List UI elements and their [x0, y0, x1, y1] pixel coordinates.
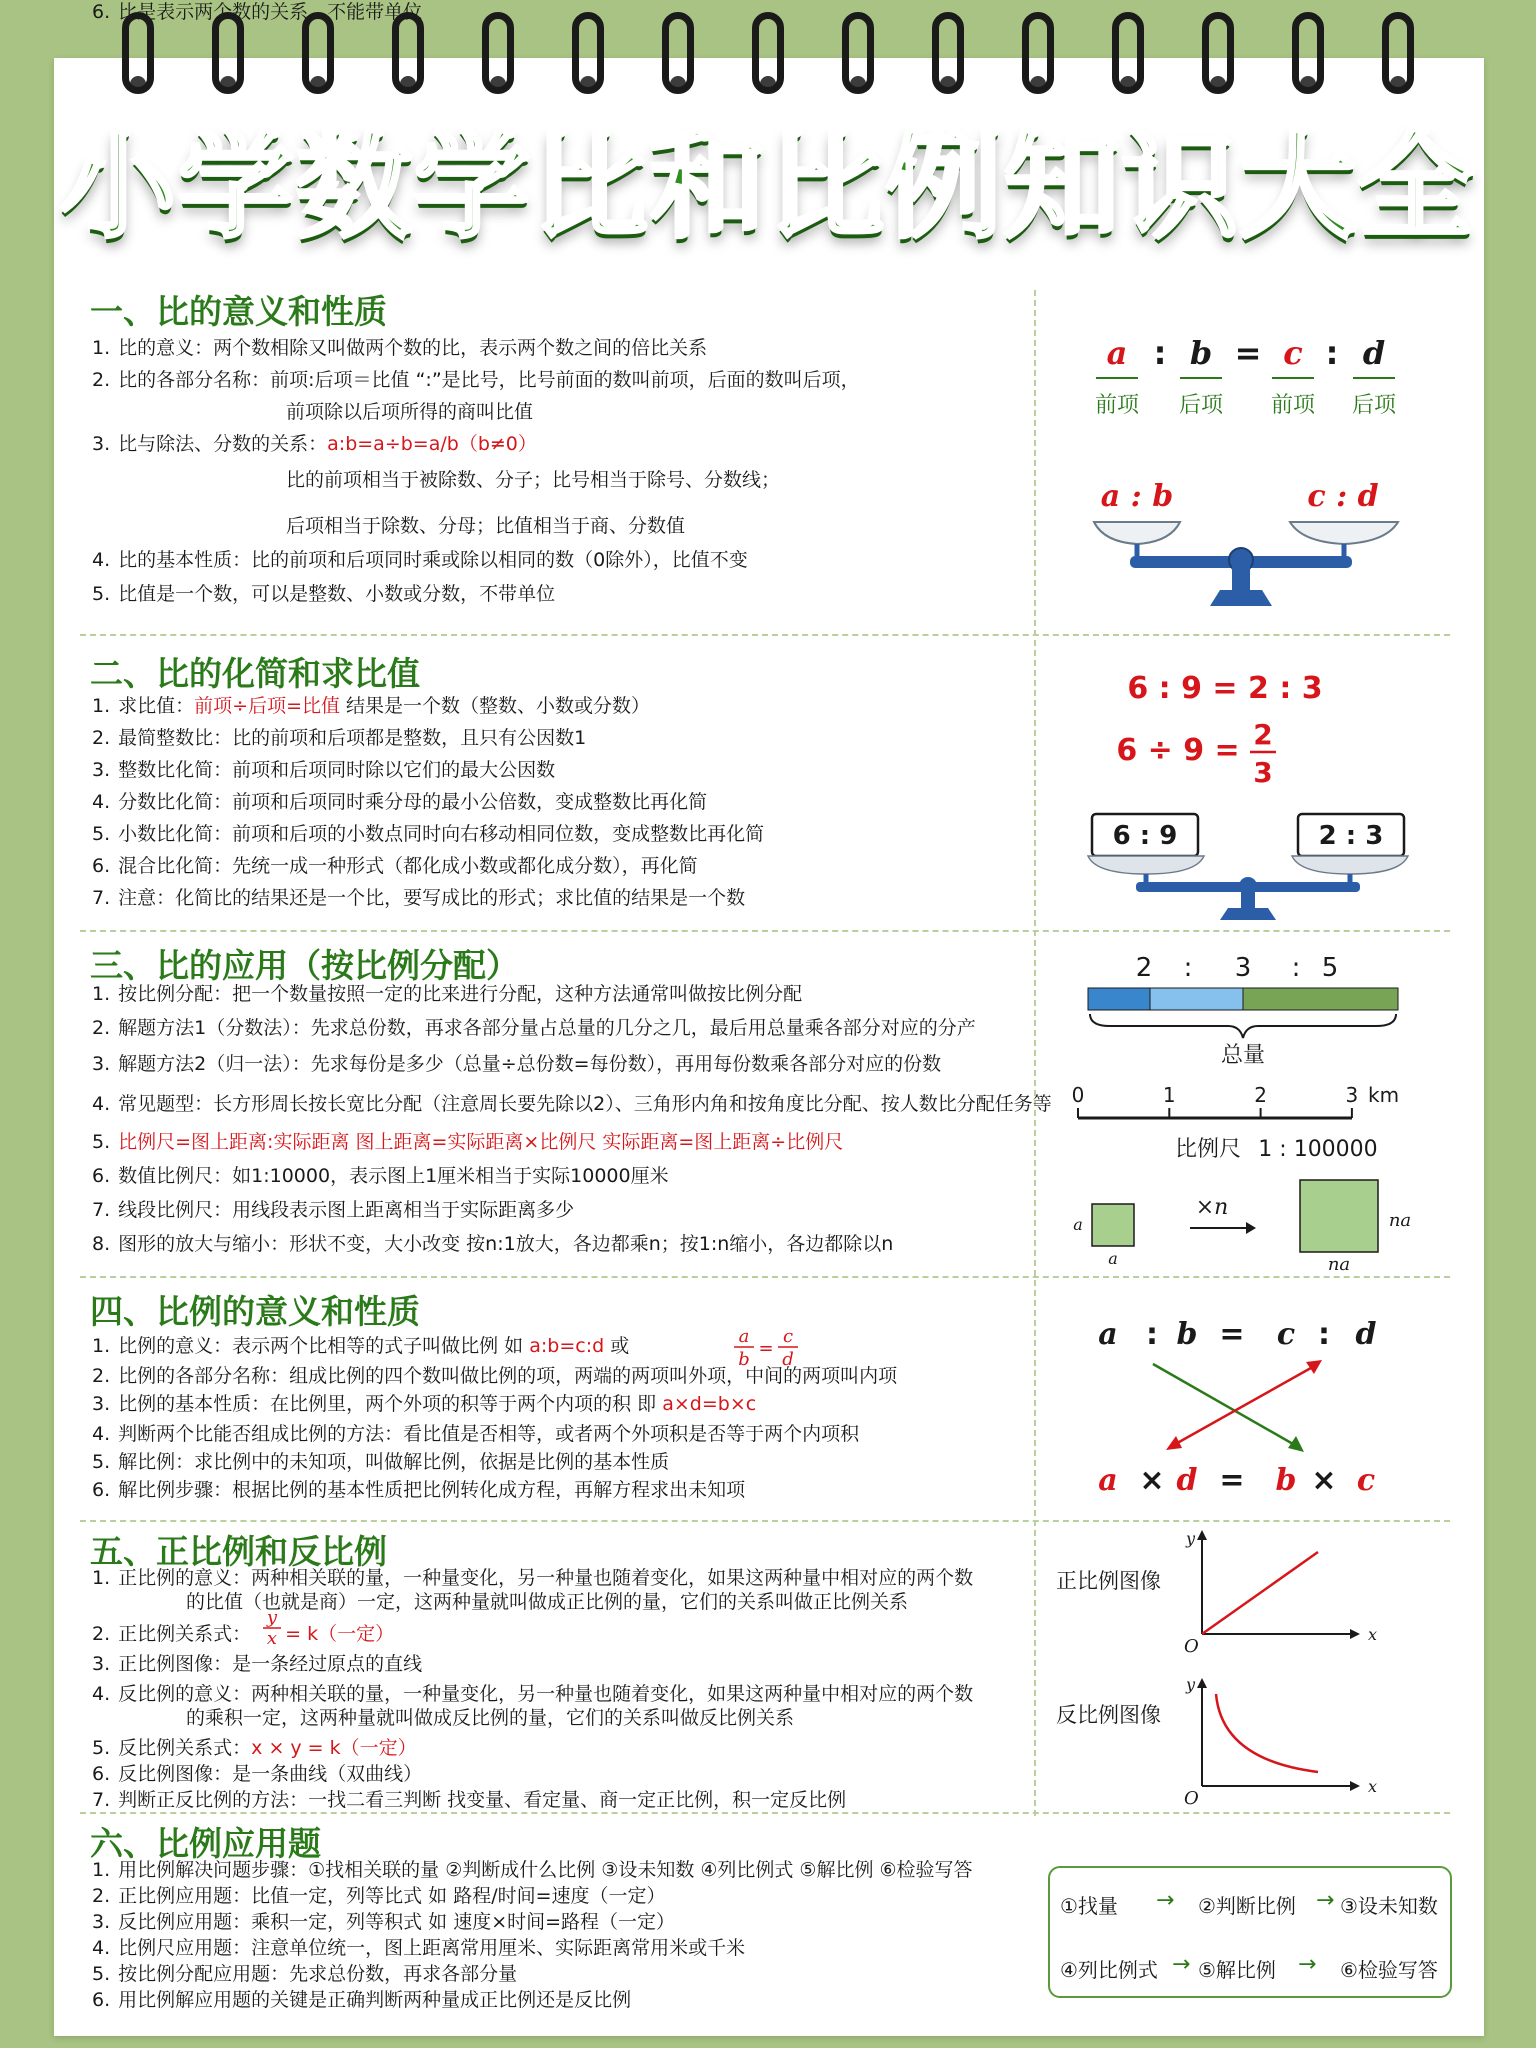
item-number: 1. — [92, 1335, 111, 1357]
item-number: 4. — [92, 1093, 111, 1115]
item-text: 判断两个比能否组成比例的方法：看比值是否相等，或者两个外项积是否等于两个内项积 — [118, 1423, 860, 1445]
item-text: 比的基本性质：比的前项和后项同时乘或除以相同的数（0除外），比值不变 — [118, 549, 748, 571]
figure-simplify-ratio — [1080, 660, 1420, 930]
list-item — [92, 1566, 973, 1590]
axis-x: x — [1368, 1777, 1378, 1796]
times-n: ×n — [1195, 1195, 1229, 1220]
balance-scale-icon — [1094, 479, 1398, 606]
fig1-eq: = — [1234, 334, 1262, 372]
label-front-term: 前项 — [1270, 393, 1316, 418]
arrow-right-icon: → — [1172, 1952, 1191, 1977]
list-item — [92, 1052, 941, 1076]
fig1-a: a — [1106, 334, 1128, 372]
list-item — [92, 982, 802, 1006]
item-number: 4. — [92, 791, 111, 813]
origin: O — [1184, 1788, 1199, 1809]
ratio-part-label: 3 — [1234, 953, 1252, 983]
section-title: 六、比例应用题 — [90, 1824, 321, 1863]
scale-tick-label: 2 — [1254, 1083, 1267, 1107]
arrow-head-icon — [1288, 1436, 1304, 1452]
item-number: 7. — [92, 1789, 111, 1811]
item-text-tail: 结果是一个数（整数、小数或分数） — [340, 695, 651, 717]
item-number: 7. — [92, 1199, 111, 1221]
ratio-part-label: 2 — [1135, 953, 1153, 983]
label-back-term: 后项 — [1351, 393, 1397, 418]
scale-label: 比例尺 — [1174, 1137, 1242, 1162]
small-square — [1092, 1204, 1134, 1246]
distribution-bar-segment — [1088, 988, 1150, 1010]
section-divider — [80, 930, 1450, 932]
fig1-b: b — [1189, 334, 1213, 372]
item-continuation: 比的前项相当于被除数、分子；比号相当于除号、分数线； — [286, 469, 781, 491]
eq-division: 6 ÷ 9 = — [1116, 733, 1240, 768]
list-item — [92, 1682, 973, 1706]
flow-step-4: ④列比例式 — [1060, 1958, 1158, 1982]
item-number: 1. — [92, 1859, 111, 1881]
item-number: 5. — [92, 1963, 111, 1985]
item-text: 整数比化简：前项和后项同时除以它们的最大公因数 — [118, 759, 556, 781]
item-number: 2. — [92, 369, 111, 391]
proportion-term: b — [1176, 1317, 1198, 1352]
item-number: 2. — [92, 1017, 111, 1039]
item-number: 4. — [92, 549, 111, 571]
item-number: 5. — [92, 823, 111, 845]
page-title: 小学数学比和比例知识大全 — [60, 119, 1476, 254]
ratio-part-label: 5 — [1321, 953, 1339, 983]
proportion-term: = — [1219, 1463, 1245, 1498]
binder-ring — [662, 12, 694, 94]
scale-right-box: 2 : 3 — [1318, 821, 1384, 851]
list-item — [92, 854, 698, 878]
binder-ring — [392, 12, 424, 94]
binder-ring — [572, 12, 604, 94]
item-text: 分数比化简：前项和后项同时乘分母的最小公倍数，变成整数比再化简 — [118, 791, 708, 813]
binder-ring — [212, 12, 244, 94]
item-text: 最简整数比：比的前项和后项都是整数，且只有公因数1 — [118, 727, 587, 749]
item-text: 按比例分配：把一个数量按照一定的比来进行分配，这种方法通常叫做按比例分配 — [118, 983, 803, 1005]
arrow-right-icon: → — [1298, 1952, 1317, 1977]
frac-x: x — [266, 1628, 278, 1649]
binder-ring — [1382, 12, 1414, 94]
binder-ring — [1292, 12, 1324, 94]
large-square — [1300, 1180, 1378, 1252]
origin: O — [1184, 1636, 1199, 1657]
item-formula: x × y = k（一定） — [251, 1737, 417, 1759]
item-number: 3. — [92, 1911, 111, 1933]
figure-ratio-parts — [1060, 320, 1440, 620]
item-number: 1. — [92, 695, 111, 717]
scale-tick-label: 3 — [1345, 1083, 1359, 1107]
section-title: 一、比的意义和性质 — [90, 292, 387, 331]
item-text: 比是表示两个数的关系，不能带单位 — [118, 1, 423, 23]
total-label: 总量 — [1220, 1043, 1266, 1068]
fig1-colon: : — [1153, 334, 1167, 372]
direct-proportion-graph — [1184, 1529, 1377, 1657]
fig1-colon: : — [1325, 334, 1339, 372]
item-number: 3. — [92, 1393, 111, 1415]
item-text: 比例的意义：表示两个比相等的式子叫做比例 如 — [118, 1335, 530, 1357]
inverse-proportion-graph — [1184, 1675, 1377, 1809]
item-number: 6. — [92, 1479, 111, 1501]
list-item — [92, 822, 764, 846]
brace — [1090, 1014, 1396, 1038]
proportion-term: c — [1276, 1317, 1296, 1352]
frac-den: 3 — [1253, 756, 1273, 789]
item-text: 正比例的意义：两种相关联的量，一种量变化，另一种量也随着变化，如果这两种量中相对应的两个数 — [118, 1567, 974, 1589]
item-text: 混合比化简：先统一成一种形式（都化成小数或都化成分数），再化简 — [118, 855, 698, 877]
item-number: 4. — [92, 1937, 111, 1959]
frac-eq: = — [758, 1338, 774, 1359]
fig1-d: d — [1362, 334, 1386, 372]
item-text: 解题方法1（分数法）：先求总份数，再求各部分量占总量的几分之几，最后用总量乘各部分对应的分产 — [118, 1017, 976, 1039]
list-item — [92, 1198, 574, 1222]
item-text: 比例的各部分名称：组成比例的四个数叫做比例的项，两端的两项叫外项，中间的两项叫内项 — [118, 1365, 898, 1387]
axis-y: y — [1186, 1675, 1196, 1694]
section-title: 二、比的化简和求比值 — [90, 654, 420, 693]
list-item — [92, 1858, 973, 1882]
column-divider — [1034, 290, 1036, 1816]
scale-tick-label: 1 — [1162, 1083, 1176, 1107]
item-continuation: 的比值（也就是商）一定，这两种量就叫做成正比例的量，它们的关系叫做正比例关系 — [186, 1591, 909, 1613]
scale-value: 1 : 100000 — [1258, 1137, 1378, 1162]
item-formula: 比例尺=图上距离:实际距离 图上距离=实际距离×比例尺 实际距离=图上距离÷比例尺 — [118, 1131, 844, 1153]
scale-unit: km — [1368, 1083, 1400, 1107]
item-text: 解比例：求比例中的未知项，叫做解比例，依据是比例的基本性质 — [118, 1451, 670, 1473]
item-text: 图形的放大与缩小：形状不变，大小改变 按n:1放大，各边都乘n；按1:n缩小，各边都除以n — [118, 1233, 894, 1255]
list-item — [92, 432, 537, 456]
list-item — [92, 1962, 517, 1986]
arrow-head-icon — [1306, 1360, 1322, 1374]
ratio-part-label: : — [1183, 953, 1193, 983]
list-item — [92, 1788, 846, 1812]
axis-y: y — [1186, 1529, 1196, 1548]
section-title: 五、正比例和反比例 — [90, 1532, 387, 1571]
proportion-term: a — [1098, 1463, 1118, 1498]
section-divider — [80, 1520, 1450, 1522]
list-item — [92, 1164, 669, 1188]
frac-num: 2 — [1253, 718, 1273, 751]
frac-a: a — [738, 1326, 750, 1347]
list-item — [92, 1450, 669, 1474]
item-formula: a:b=a÷b=a/b（b≠0） — [327, 433, 537, 455]
item-formula: 前项÷后项=比值 — [194, 695, 340, 717]
item-text: 比的各部分名称：前项:后项＝比值 “:”是比号，比号前面的数叫前项，后面的数叫后项， — [118, 369, 860, 391]
item-formula: a:b=c:d — [529, 1335, 605, 1357]
figure-proportional-distribution — [1060, 944, 1450, 1276]
section-title: 四、比例的意义和性质 — [90, 1292, 420, 1331]
item-text: 小数比化简：前项和后项的小数点同时向右移动相同位数，变成整数比再化简 — [118, 823, 765, 845]
item-number: 5. — [92, 1131, 111, 1153]
list-item — [92, 1910, 675, 1934]
flow-step-3: ③设未知数 — [1340, 1894, 1438, 1918]
distribution-bar-segment — [1150, 988, 1243, 1010]
item-text: 正比例图像：是一条经过原点的直线 — [118, 1653, 423, 1675]
item-text: 注意：化简比的结果还是一个比，要写成比的形式；求比值的结果是一个数 — [118, 887, 746, 909]
item-number: 2. — [92, 1623, 111, 1645]
distribution-bar-segment — [1243, 988, 1398, 1010]
section-divider — [80, 1276, 1450, 1278]
list-item — [92, 582, 555, 606]
proportion-term: : — [1146, 1317, 1158, 1352]
scale-tick-label: 0 — [1071, 1083, 1085, 1107]
list-item — [92, 1736, 417, 1760]
item-text: 正比例应用题：比值一定，列等比式 如 路程/时间=速度（一定） — [118, 1885, 666, 1907]
item-number: 4. — [92, 1423, 111, 1445]
figure-proportion-graphs — [1050, 1524, 1450, 1814]
proportion-term: × — [1139, 1463, 1165, 1498]
list-item — [92, 1652, 422, 1676]
binder-ring — [932, 12, 964, 94]
item-number: 3. — [92, 759, 111, 781]
inverse-graph-label: 反比例图像 — [1056, 1703, 1161, 1727]
arrow-right-icon: → — [1156, 1888, 1175, 1913]
frac-c: c — [782, 1326, 794, 1347]
list-item — [92, 1478, 745, 1502]
scale-right-label: c : d — [1307, 479, 1379, 514]
item-number: 1. — [92, 337, 111, 359]
item-text: 判断正反比例的方法：一找二看三判断 找变量、看定量、商一定正比例，积一定反比例 — [118, 1789, 847, 1811]
list-item — [92, 886, 745, 910]
item-continuation: 的乘积一定，这两种量就叫做成反比例的量，它们的关系叫做反比例关系 — [186, 1707, 795, 1729]
proportion-term: × — [1311, 1463, 1337, 1498]
list-item — [92, 1884, 666, 1908]
label-front-term: 前项 — [1094, 393, 1140, 418]
proportion-term: a — [1098, 1317, 1118, 1352]
ratio-part-label: : — [1291, 953, 1301, 983]
item-number: 3. — [92, 1653, 111, 1675]
list-item — [92, 1936, 745, 1960]
binder-ring — [1202, 12, 1234, 94]
item-number: 5. — [92, 1737, 111, 1759]
flow-step-5: ⑤解比例 — [1198, 1958, 1276, 1982]
list-item — [92, 1622, 394, 1646]
item-number: 2. — [92, 1365, 111, 1387]
binder-ring — [1022, 12, 1054, 94]
label-back-term: 后项 — [1178, 393, 1224, 418]
item-number: 6. — [92, 855, 111, 877]
list-item — [92, 790, 707, 814]
side-na: na — [1327, 1254, 1351, 1275]
item-formula: a×d=b×c — [662, 1393, 757, 1415]
item-number: 5. — [92, 583, 111, 605]
item-number: 6. — [92, 1989, 111, 2011]
proportion-term: c — [1356, 1463, 1376, 1498]
item-text: 比例的基本性质：在比例里，两个外项的积等于两个内项的积 即 — [118, 1393, 663, 1415]
direct-graph-label: 正比例图像 — [1056, 1569, 1161, 1593]
binder-ring — [122, 12, 154, 94]
item-number: 6. — [92, 1, 111, 23]
list-item — [92, 1130, 843, 1154]
side-na: na — [1388, 1210, 1412, 1231]
binder-ring — [302, 12, 334, 94]
item-number: 8. — [92, 1233, 111, 1255]
item-text: 比的意义：两个数相除又叫做两个数的比，表示两个数之间的倍比关系 — [118, 337, 708, 359]
item-text: 反比例应用题：乘积一定，列等积式 如 速度×时间=路程（一定） — [118, 1911, 676, 1933]
item-number: 3. — [92, 1053, 111, 1075]
section-title: 三、比的应用（按比例分配） — [90, 946, 519, 985]
item-text: 反比例关系式： — [118, 1737, 252, 1759]
item-text: 正比例关系式： — [118, 1623, 252, 1645]
item-number: 5. — [92, 1451, 111, 1473]
arrow-a-to-d — [1153, 1364, 1300, 1448]
item-text: 用比例解应用题的关键是正确判断两种量成正比例还是反比例 — [118, 1989, 632, 2011]
fraction-a-b-c-d — [730, 1326, 810, 1370]
item-number: 2. — [92, 1885, 111, 1907]
item-number: 6. — [92, 1165, 111, 1187]
list-item — [92, 1392, 756, 1416]
side-a: a — [1108, 1249, 1118, 1268]
list-item — [92, 1092, 1052, 1116]
flow-step-6: ⑥检验写答 — [1340, 1958, 1438, 1982]
list-item — [92, 548, 748, 572]
list-item — [92, 694, 650, 718]
item-text: 解题方法2（归一法）：先求每份是多少（总量÷总份数=每份数），再用每份数乘各部分对应的份数 — [118, 1053, 942, 1075]
proportion-term: b — [1275, 1463, 1297, 1498]
list-item — [92, 758, 555, 782]
frac-b: b — [738, 1349, 750, 1370]
item-continuation: 后项相当于除数、分母；比值相当于商、分数值 — [286, 515, 686, 537]
binder-ring — [842, 12, 874, 94]
list-item — [92, 1232, 893, 1256]
side-a: a — [1073, 1215, 1083, 1234]
eq-ratio: 6 : 9 = 2 : 3 — [1127, 671, 1323, 706]
list-item — [92, 1334, 629, 1358]
arrow-right-icon — [1246, 1222, 1256, 1234]
flow-step-2: ②判断比例 — [1198, 1894, 1296, 1918]
list-item — [92, 336, 707, 360]
fraction-y-x — [260, 1606, 290, 1650]
list-item — [92, 368, 860, 392]
item-number: 3. — [92, 433, 111, 455]
item-text: 用比例解决问题步骤：①找相关联的量 ②判断成什么比例 ③设未知数 ④列比例式 ⑤解比例 ⑥检验写答 — [118, 1859, 973, 1881]
item-text: 求比值： — [118, 695, 195, 717]
list-item — [92, 1422, 859, 1446]
item-number: 2. — [92, 727, 111, 749]
proportion-term: : — [1318, 1317, 1330, 1352]
frac-y: y — [266, 1607, 278, 1628]
item-formula: = k（一定） — [285, 1623, 395, 1645]
arrow-b-to-c — [1172, 1364, 1318, 1446]
item-text: 按比例分配应用题：先求总份数，再求各部分量 — [118, 1963, 518, 1985]
item-number: 4. — [92, 1683, 111, 1705]
item-number: 1. — [92, 1567, 111, 1589]
arrow-right-icon: → — [1316, 1888, 1335, 1913]
frac-d: d — [782, 1349, 794, 1370]
fig1-c: c — [1283, 334, 1303, 372]
item-text: 数值比例尺：如1:10000，表示图上1厘米相当于实际10000厘米 — [118, 1165, 669, 1187]
item-number: 6. — [92, 1763, 111, 1785]
binder-ring — [482, 12, 514, 94]
item-text: 线段比例尺：用线段表示图上距离相当于实际距离多少 — [118, 1199, 575, 1221]
proportion-term: = — [1219, 1317, 1245, 1352]
axis-x: x — [1368, 1625, 1378, 1644]
figure-proportion-cross — [1060, 1296, 1450, 1516]
item-number: 7. — [92, 887, 111, 909]
item-text: 解比例步骤：根据比例的基本性质把比例转化成方程，再解方程求出未知项 — [118, 1479, 746, 1501]
list-item — [92, 0, 422, 24]
list-item — [92, 726, 586, 750]
section-divider — [80, 634, 1450, 636]
scale-left-box: 6 : 9 — [1112, 821, 1178, 851]
item-text: 比与除法、分数的关系： — [118, 433, 328, 455]
binder-ring — [1112, 12, 1144, 94]
item-text: 常见题型：长方形周长按长宽比分配（注意周长要先除以2）、三角形内角和按角度比分配、按人数比分配任务等 — [118, 1093, 1052, 1115]
item-text-tail: 或 — [604, 1335, 630, 1357]
item-text: 反比例的意义：两种相关联的量，一种量变化，另一种量也随着变化，如果这两种量中相对应的两个数 — [118, 1683, 974, 1705]
list-item — [92, 1016, 976, 1040]
scale-left-label: a : b — [1100, 479, 1174, 514]
item-number: 1. — [92, 983, 111, 1005]
item-text: 反比例图像：是一条曲线（双曲线） — [118, 1763, 423, 1785]
list-item — [92, 1762, 422, 1786]
proportion-term: d — [1355, 1317, 1377, 1352]
item-continuation: 前项除以后项所得的商叫比值 — [286, 401, 534, 423]
proportion-term: d — [1176, 1463, 1198, 1498]
list-item — [92, 1988, 631, 2012]
balance-scale-icon — [1088, 814, 1408, 920]
steps-flow-box — [1048, 1866, 1452, 1998]
item-text: 比例尺应用题：注意单位统一，图上距离常用厘米、实际距离常用米或千米 — [118, 1937, 746, 1959]
flow-step-1: ①找量 — [1060, 1894, 1118, 1918]
binder-ring — [752, 12, 784, 94]
item-text: 比值是一个数，可以是整数、小数或分数，不带单位 — [118, 583, 556, 605]
